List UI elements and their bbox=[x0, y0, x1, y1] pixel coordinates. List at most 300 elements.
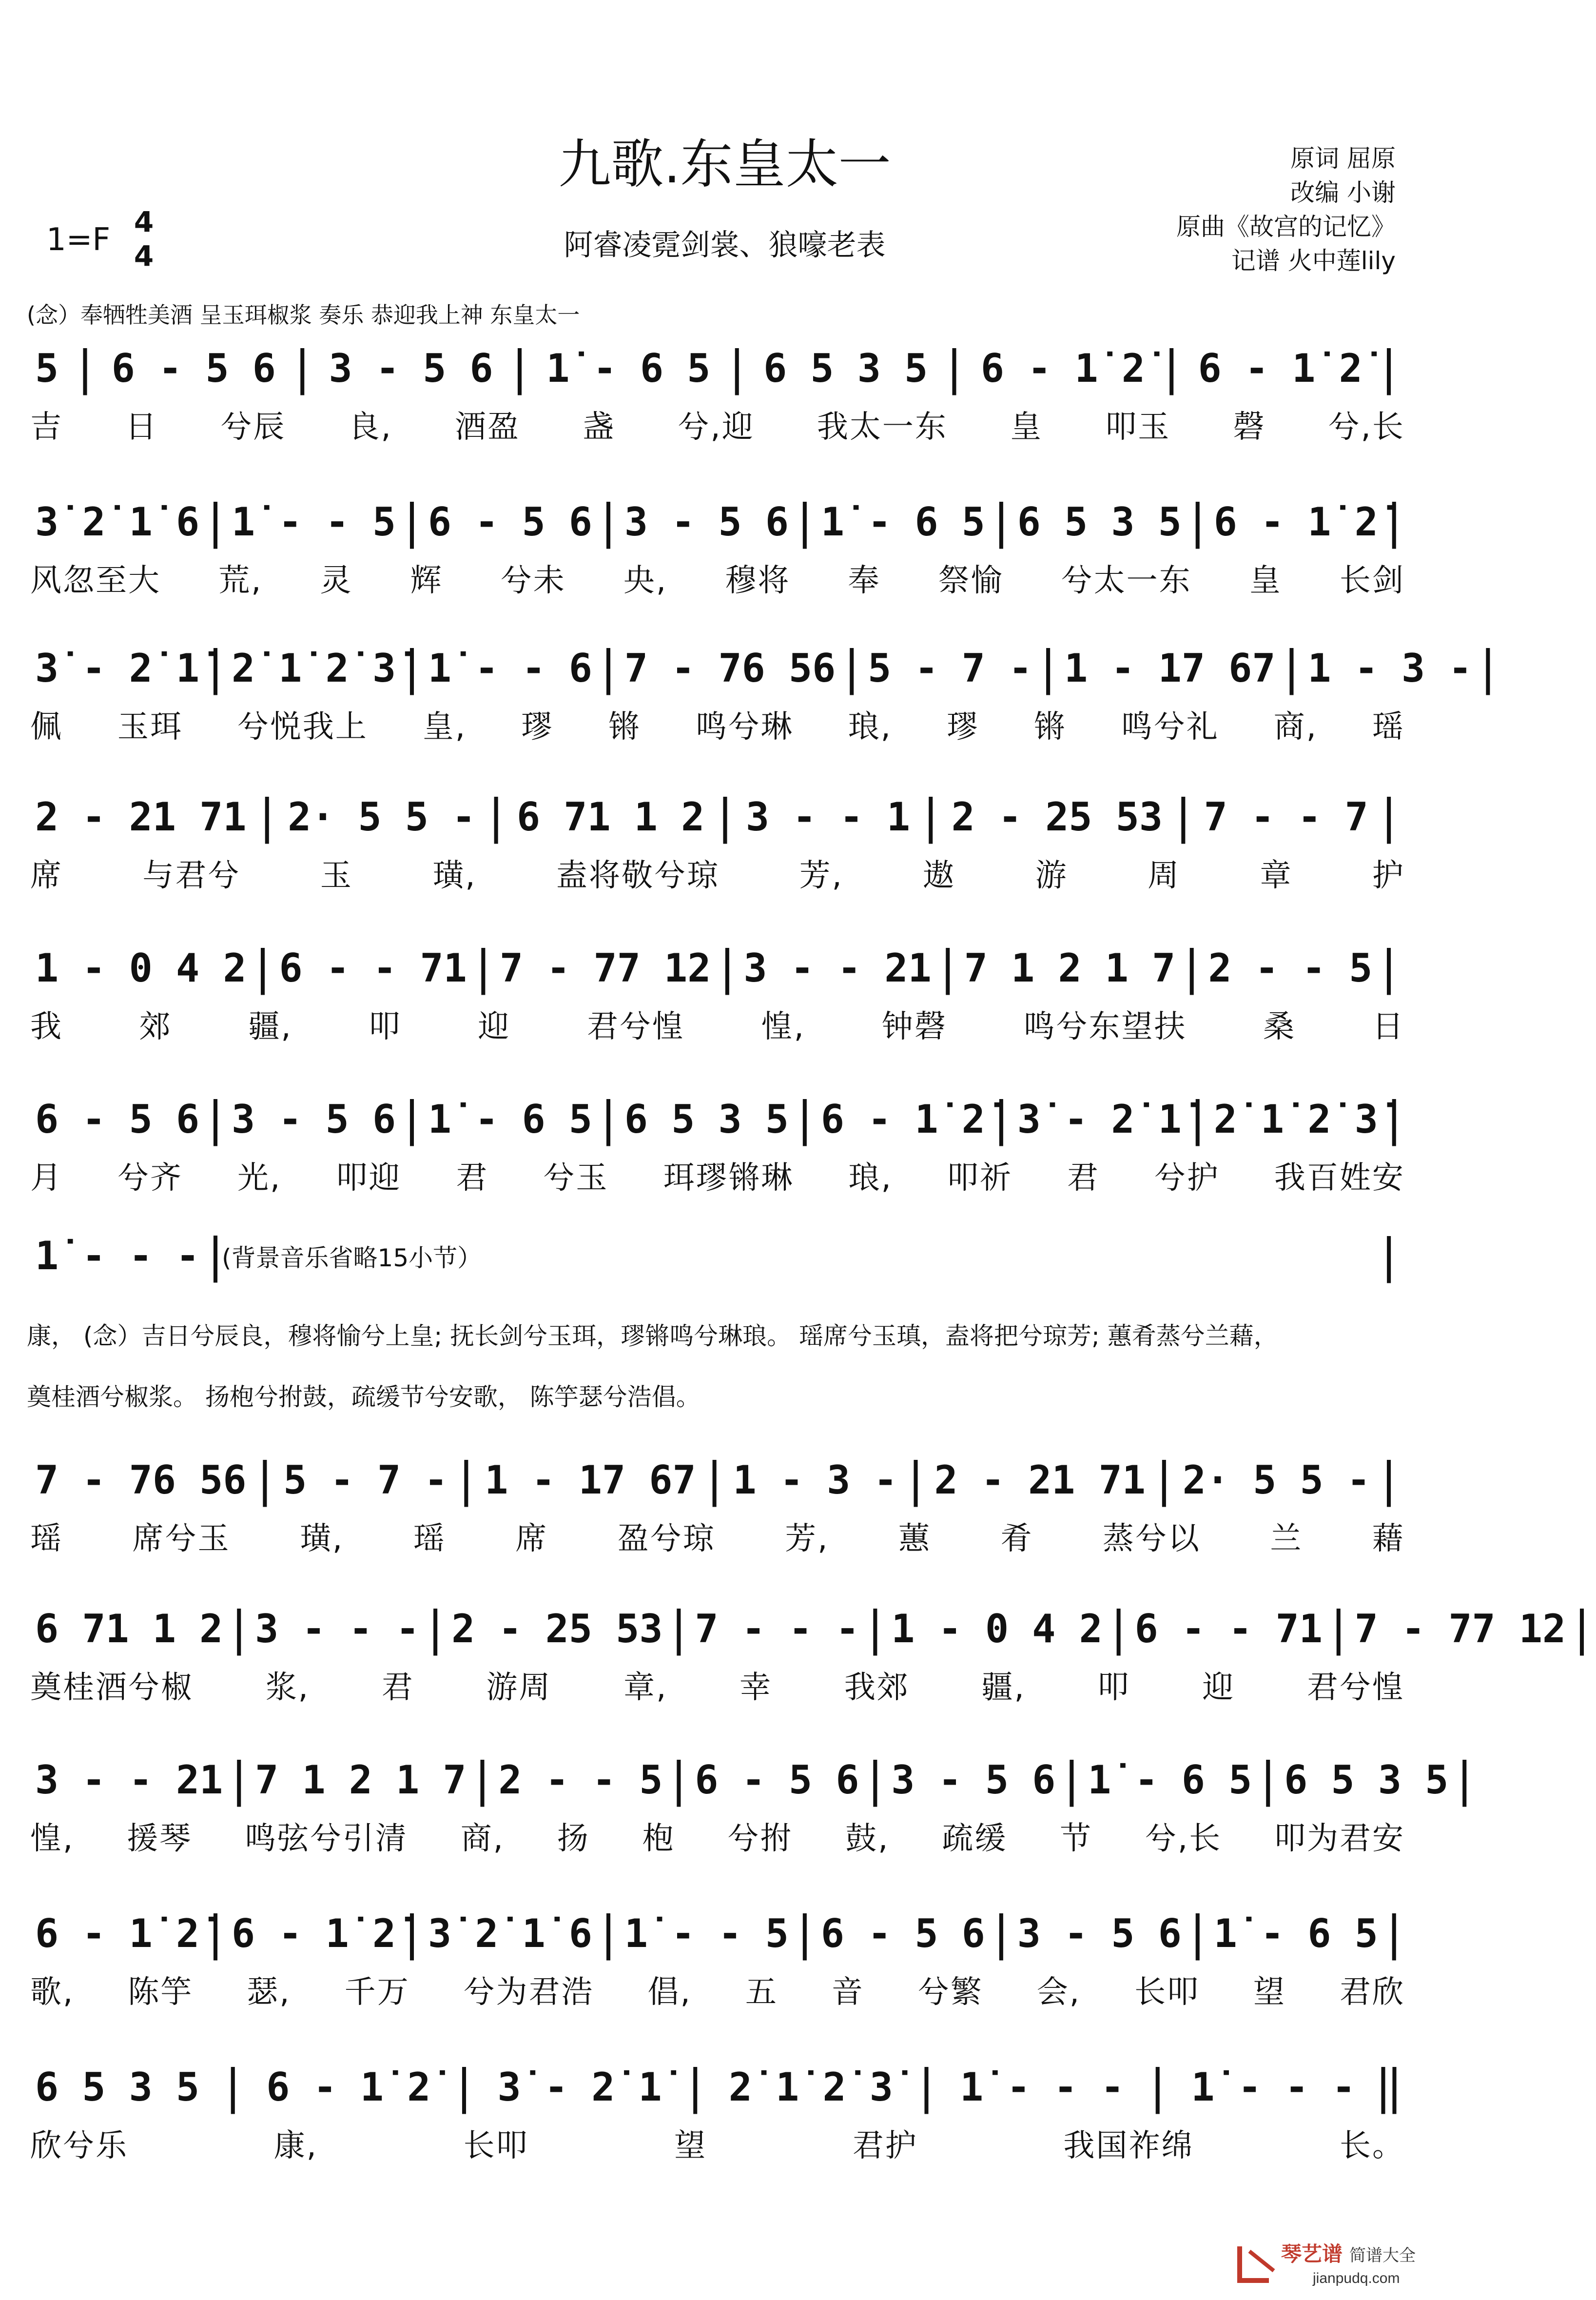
measure: 1 - 0 4 2 bbox=[35, 945, 247, 991]
barline: | bbox=[700, 1453, 729, 1507]
lyric-word: 鼓, bbox=[845, 1821, 890, 1857]
measure: 3̇ 2̇ 1̇ 6 bbox=[35, 499, 200, 545]
lyric-word: 辉 bbox=[410, 563, 443, 599]
barline: | bbox=[1104, 1601, 1133, 1656]
lyric-row bbox=[30, 851, 1405, 895]
barline: | bbox=[837, 641, 866, 695]
lyric-word: 叩 bbox=[1097, 1670, 1130, 1706]
lyric-word: 玉 bbox=[320, 858, 353, 894]
notation-row bbox=[33, 790, 1403, 844]
lyric-word: 鸣弦兮引清 bbox=[244, 1821, 408, 1857]
logo-url: jianpudq.com bbox=[1313, 2270, 1400, 2286]
lyric-row bbox=[30, 702, 1405, 746]
lyric-word: 欣兮乐 bbox=[30, 2128, 128, 2164]
lyric-word: 浆, bbox=[265, 1670, 310, 1706]
lyric-word: 鸣兮礼 bbox=[1121, 709, 1219, 745]
lyric-row bbox=[30, 1002, 1405, 1046]
barline: | bbox=[225, 1601, 253, 1656]
lyric-word: 鸣兮琳 bbox=[695, 709, 794, 745]
measure: 3 - 5 6 bbox=[231, 1096, 396, 1142]
notation-row bbox=[33, 1906, 1408, 1961]
logo-mark bbox=[1235, 2237, 1430, 2290]
performers: 阿睿凌霓剑裳、狼嚎老表 bbox=[564, 228, 886, 262]
measure: 3̇ - 2̇ 1̇ bbox=[497, 2064, 662, 2110]
lyric-row bbox=[30, 1663, 1405, 1707]
barline: | bbox=[791, 1092, 819, 1146]
measure: 1̇ - 6 5 bbox=[1088, 1757, 1252, 1803]
lyric-word: 君 bbox=[456, 1160, 489, 1196]
barline: | bbox=[398, 641, 426, 695]
lyric-row bbox=[30, 402, 1405, 446]
lyric-row bbox=[30, 1514, 1405, 1558]
lyric-word: 席 bbox=[30, 858, 63, 894]
lyric-word: 祭愉 bbox=[938, 563, 1004, 599]
lyric-word: 长剑 bbox=[1339, 563, 1405, 599]
barline: | bbox=[861, 1752, 890, 1807]
measure: 1̇ - - - bbox=[35, 1233, 200, 1278]
lyric-word: 蕙 bbox=[898, 1521, 931, 1557]
measure: 7 - 77 12 bbox=[499, 945, 711, 991]
barline: | bbox=[251, 1453, 279, 1507]
credit-music: 原曲《故宫的记忆》 bbox=[1176, 213, 1396, 241]
barline: | bbox=[225, 1752, 253, 1807]
notation-row bbox=[33, 341, 1403, 395]
barline: | bbox=[1380, 494, 1408, 549]
measure: 6 - 5 6 bbox=[35, 1096, 200, 1142]
lyric-word: 藉 bbox=[1372, 1521, 1405, 1557]
barline: | bbox=[1169, 789, 1198, 844]
measure: 6 71 1 2 bbox=[35, 1606, 223, 1651]
barline: | bbox=[398, 1906, 426, 1961]
notation-row bbox=[33, 1601, 1596, 1656]
barline: | bbox=[1380, 1906, 1408, 1961]
lyric-word: 奉 bbox=[848, 563, 881, 599]
lyric-word: 商, bbox=[1273, 709, 1318, 745]
barline: | bbox=[201, 1228, 230, 1283]
lyric-word: 盍将敬兮琼 bbox=[556, 858, 720, 894]
lyric-word: 兮辰 bbox=[220, 409, 286, 445]
lyric-word: 灵 bbox=[320, 563, 353, 599]
lyric-word: 援琴 bbox=[127, 1821, 193, 1857]
lyric-word: 君 bbox=[1067, 1160, 1100, 1196]
notation-row bbox=[33, 641, 1502, 695]
lyric-word: 磬 bbox=[1233, 409, 1266, 445]
lyric-word: 桑 bbox=[1263, 1009, 1296, 1045]
lyric-word: 皇 bbox=[1010, 409, 1043, 445]
barline: | bbox=[201, 1906, 230, 1961]
measure: 3 - 5 6 bbox=[624, 499, 789, 545]
measure: 1̇ - - 5 bbox=[624, 1910, 789, 1956]
lyric-word: 疏缓 bbox=[942, 1821, 1008, 1857]
spoken-passage-line-2: 奠桂酒兮椒浆。 扬枹兮拊鼓，疏缓节兮安歌， 陈竽瑟兮浩倡。 bbox=[27, 1383, 701, 1411]
lyric-word: 康, bbox=[273, 2128, 318, 2164]
lyric-word: 游 bbox=[1035, 858, 1068, 894]
lyric-word: 肴 bbox=[1000, 1521, 1033, 1557]
lyric-word: 瑟, bbox=[247, 1974, 291, 2010]
measure: 6 - 5 6 bbox=[428, 499, 593, 545]
lyric-row bbox=[30, 556, 1405, 600]
barline: | bbox=[1380, 1092, 1408, 1146]
lyric-word: 芳, bbox=[785, 1521, 829, 1557]
measure: 5 - 7 - bbox=[283, 1457, 448, 1503]
lyric-word: 芳, bbox=[799, 858, 843, 894]
barline: | bbox=[253, 789, 281, 844]
barline: | bbox=[469, 941, 498, 995]
lyric-word: 琅, bbox=[848, 709, 893, 745]
lyric-word: 郊 bbox=[139, 1009, 172, 1045]
lyric-word: 兮,长 bbox=[1328, 409, 1405, 445]
barline: | bbox=[664, 1601, 693, 1656]
lyric-word: 倡, bbox=[647, 1974, 692, 2010]
barline: ‖ bbox=[1375, 2060, 1403, 2114]
lyric-word: 长叩 bbox=[463, 2128, 529, 2164]
measure: 6 5 3 5 bbox=[1284, 1757, 1449, 1803]
spoken-passage-line-1: 康， (念）吉日兮辰良，穆将愉兮上皇; 抚长剑兮玉珥，璆锵鸣兮琳琅。 瑶席兮玉瑱，盍将把兮琼芳; 蕙肴蒸兮兰藉， bbox=[27, 1322, 1278, 1350]
barline: | bbox=[1375, 341, 1403, 395]
measure: 1̇ - - 6 bbox=[428, 645, 593, 691]
measure: 6 - 1̇ 2̇ bbox=[266, 2064, 431, 2110]
lyric-word: 音 bbox=[831, 1974, 864, 2010]
lyric-word: 穆将 bbox=[725, 563, 791, 599]
lyric-word: 周 bbox=[1148, 858, 1181, 894]
lyric-word: 锵 bbox=[608, 709, 641, 745]
measure: 6 5 3 5 bbox=[763, 345, 928, 391]
barline: | bbox=[1183, 494, 1212, 549]
measure: 2 - - 5 bbox=[1208, 945, 1373, 991]
lyric-word: 皇, bbox=[422, 709, 467, 745]
barline: | bbox=[594, 1906, 623, 1961]
lyric-word: 盈兮琼 bbox=[617, 1521, 716, 1557]
measure: 6 - 1̇ 2̇ bbox=[231, 1910, 396, 1956]
barline: | bbox=[791, 494, 819, 549]
logo-name: 琴艺谱 bbox=[1281, 2242, 1343, 2265]
lyric-word: 锵 bbox=[1033, 709, 1067, 745]
barline: | bbox=[201, 494, 230, 549]
lyric-word: 护 bbox=[1372, 858, 1405, 894]
lyric-row bbox=[30, 1814, 1405, 1858]
barline: | bbox=[791, 1906, 819, 1961]
measure: 2̇ 1̇ 2̇ 3̇ bbox=[231, 645, 396, 691]
lyric-word: 叩祈 bbox=[947, 1160, 1012, 1196]
lyric-word: 君兮惶 bbox=[1306, 1670, 1405, 1706]
lyric-word: 席兮玉 bbox=[132, 1521, 231, 1557]
measure: 6 71 1 2 bbox=[516, 794, 705, 840]
credit-lyrics: 原词 屈原 bbox=[1290, 144, 1396, 173]
measure: 1̇ - - 5 bbox=[231, 499, 396, 545]
lyric-word: 五 bbox=[745, 1974, 778, 2010]
barline: | bbox=[594, 494, 623, 549]
lyric-word: 兮悦我上 bbox=[237, 709, 368, 745]
barline: | bbox=[288, 341, 317, 395]
barline: | bbox=[249, 941, 277, 995]
lyric-word: 兮为君浩 bbox=[463, 1974, 594, 2010]
lyric-word: 望 bbox=[674, 2128, 707, 2164]
lyric-word: 瑶 bbox=[1372, 709, 1405, 745]
lyric-word: 兮护 bbox=[1154, 1160, 1220, 1196]
barline: | bbox=[1143, 2060, 1172, 2114]
barline: | bbox=[901, 1453, 930, 1507]
lyric-word: 我 bbox=[30, 1009, 63, 1045]
lyric-word: 兮太一东 bbox=[1061, 563, 1192, 599]
barline: | bbox=[482, 789, 510, 844]
barline: | bbox=[506, 341, 534, 395]
measure: 7 - - 7 bbox=[1204, 794, 1368, 840]
measure: 1̇ - - - bbox=[960, 2064, 1125, 2110]
barline: | bbox=[1157, 341, 1186, 395]
barline: | bbox=[1277, 641, 1306, 695]
lyric-word: 陈竽 bbox=[128, 1974, 194, 2010]
barline: | bbox=[1254, 1752, 1283, 1807]
barline: | bbox=[912, 2060, 941, 2114]
barline: | bbox=[594, 641, 623, 695]
measure: 1 - 3 - bbox=[1307, 645, 1472, 691]
barline: | bbox=[861, 1601, 890, 1656]
measure: 2· 5 5 - bbox=[288, 794, 476, 840]
barline: | bbox=[1149, 1453, 1178, 1507]
lyric-word: 瑶 bbox=[413, 1521, 446, 1557]
barline: | bbox=[1474, 641, 1502, 695]
lyric-row bbox=[30, 2121, 1405, 2165]
lyric-word: 吉 bbox=[30, 409, 63, 445]
credit-notation: 记谱 火中莲lily bbox=[1231, 247, 1396, 275]
key-signature: 1=F bbox=[46, 222, 111, 258]
lyric-word: 与君兮 bbox=[142, 858, 241, 894]
lyric-word: 酒盈 bbox=[455, 409, 521, 445]
barline: | bbox=[1034, 641, 1063, 695]
measure: 6 5 3 5 bbox=[1017, 499, 1182, 545]
measure: 3 - 5 6 bbox=[891, 1757, 1056, 1803]
lyric-word: 章, bbox=[623, 1670, 668, 1706]
measure: 6 - - 71 bbox=[279, 945, 467, 991]
lyric-word: 鸣兮东望扶 bbox=[1023, 1009, 1187, 1045]
barline: | bbox=[1568, 1601, 1596, 1656]
lyric-word: 玉珥 bbox=[117, 709, 183, 745]
lyric-word: 璜, bbox=[432, 858, 477, 894]
credit-adapt: 改编 小谢 bbox=[1290, 178, 1396, 207]
lyric-word: 商, bbox=[460, 1821, 505, 1857]
lyric-word: 风忽至大 bbox=[30, 563, 161, 599]
measure: 1 - 17 67 bbox=[1064, 645, 1276, 691]
page-title: 九歌.东皇太一 bbox=[558, 134, 891, 195]
barline: | bbox=[421, 1601, 450, 1656]
time-signature-top: 4 bbox=[134, 205, 154, 238]
measure: 3̇ 2̇ 1̇ 6 bbox=[428, 1910, 593, 1956]
notation-row bbox=[33, 1752, 1479, 1807]
time-signature-bottom: 4 bbox=[134, 239, 154, 273]
barline: | bbox=[722, 341, 751, 395]
barline: | bbox=[916, 789, 945, 844]
measure: 7 - 76 56 bbox=[624, 645, 836, 691]
barline: | bbox=[468, 1752, 497, 1807]
lyric-word: 皇 bbox=[1249, 563, 1282, 599]
barline: | bbox=[1177, 941, 1206, 995]
lyric-word: 千万 bbox=[344, 1974, 410, 2010]
lyric-word: 游周 bbox=[486, 1670, 552, 1706]
barline: | bbox=[398, 494, 426, 549]
lyric-word: 我国祚绵 bbox=[1063, 2128, 1194, 2164]
lyric-word: 会, bbox=[1036, 1974, 1081, 2010]
barline: | bbox=[1375, 1453, 1403, 1507]
measure: 2· 5 5 - bbox=[1182, 1457, 1371, 1503]
site-logo bbox=[1235, 2237, 1430, 2290]
lyric-word: 兰 bbox=[1270, 1521, 1303, 1557]
lyric-word: 兮繁 bbox=[917, 1974, 983, 2010]
lyric-word: 迎 bbox=[478, 1009, 511, 1045]
barline: | bbox=[398, 1092, 426, 1146]
measure: 2̇ 1̇ 2̇ 3̇ bbox=[1213, 1096, 1378, 1142]
lyric-word: 我太一东 bbox=[817, 409, 948, 445]
measure: 6 5 3 5 bbox=[624, 1096, 789, 1142]
measure: 7 - 76 56 bbox=[35, 1457, 247, 1503]
measure: 1̇ - 6 5 bbox=[820, 499, 985, 545]
barline: | bbox=[664, 1752, 693, 1807]
measure: 5 bbox=[35, 345, 59, 391]
measure: 6 - 1̇ 2̇ bbox=[980, 345, 1145, 391]
lyric-word: 兮未 bbox=[500, 563, 566, 599]
lyric-word: 君 bbox=[381, 1670, 414, 1706]
lyric-word: 枹 bbox=[642, 1821, 675, 1857]
lyric-word: 遨 bbox=[923, 858, 956, 894]
notation-row bbox=[33, 494, 1408, 549]
logo-sub: 简谱大全 bbox=[1349, 2246, 1416, 2265]
barline: | bbox=[1057, 1752, 1086, 1807]
credits bbox=[1176, 141, 1396, 278]
barline: | bbox=[71, 341, 99, 395]
measure: 6 - 5 6 bbox=[820, 1910, 985, 1956]
lyric-word: 疆, bbox=[248, 1009, 292, 1045]
lyric-word: 长。 bbox=[1340, 2128, 1405, 2164]
measure: 6 5 3 5 bbox=[35, 2064, 200, 2110]
barline: | bbox=[201, 641, 230, 695]
measure: 3 - 5 6 bbox=[1017, 1910, 1182, 1956]
barline: | bbox=[940, 341, 969, 395]
lyric-word: 惶, bbox=[30, 1821, 75, 1857]
lyric-word: 长叩 bbox=[1134, 1974, 1200, 2010]
lyric-word: 叩为君安 bbox=[1274, 1821, 1405, 1857]
measure: 3 - - 21 bbox=[35, 1757, 223, 1803]
barline: | bbox=[987, 1906, 1015, 1961]
notation-row bbox=[33, 1092, 1408, 1146]
barline: | bbox=[1324, 1601, 1353, 1656]
measure: 6 - 5 6 bbox=[695, 1757, 859, 1803]
barline: | bbox=[450, 2060, 478, 2114]
lyric-word: 望 bbox=[1253, 1974, 1286, 2010]
lyric-word: 盏 bbox=[583, 409, 616, 445]
measure: 7 - - - bbox=[695, 1606, 859, 1651]
notation-row bbox=[33, 2060, 1403, 2114]
notation-row bbox=[33, 1228, 230, 1283]
measure: 3̇ - 2̇ 1̇ bbox=[35, 645, 200, 691]
lyric-word: 央, bbox=[623, 563, 668, 599]
measure: 6 - 1̇ 2̇ bbox=[35, 1910, 200, 1956]
lyric-word: 君兮惶 bbox=[586, 1009, 685, 1045]
barline: | bbox=[1183, 1092, 1212, 1146]
lyric-word: 良, bbox=[348, 409, 392, 445]
measure: 1̇ - 6 5 bbox=[546, 345, 711, 391]
lyric-word: 扬 bbox=[557, 1821, 590, 1857]
measure: 3 - 5 6 bbox=[329, 345, 493, 391]
lyric-word: 君欣 bbox=[1340, 1974, 1405, 2010]
lyric-word: 奠桂酒兮椒 bbox=[30, 1670, 194, 1706]
measure: 2 - 21 71 bbox=[35, 794, 247, 840]
lyric-word: 叩 bbox=[369, 1009, 402, 1045]
lyric-word: 瑶 bbox=[30, 1521, 63, 1557]
lyric-word: 迎 bbox=[1202, 1670, 1235, 1706]
lyric-word: 璆 bbox=[521, 709, 554, 745]
barline: | bbox=[1375, 789, 1403, 844]
lyric-word: 日 bbox=[125, 409, 158, 445]
measure: 2 - 25 53 bbox=[451, 1606, 663, 1651]
barline: | bbox=[987, 1092, 1015, 1146]
lyric-word: 兮齐 bbox=[117, 1160, 183, 1196]
measure: 1̇ - 6 5 bbox=[1213, 1910, 1378, 1956]
lyric-word: 兮,迎 bbox=[678, 409, 755, 445]
time-signature bbox=[132, 205, 156, 273]
background-music-note: (背景音乐省略15小节） bbox=[222, 1244, 482, 1272]
measure: 6 - 5 6 bbox=[111, 345, 276, 391]
measure: 7 1 2 1 7 bbox=[964, 945, 1176, 991]
lyric-word: 兮拊 bbox=[727, 1821, 793, 1857]
barline: | bbox=[681, 2060, 710, 2114]
lyric-word: 日 bbox=[1372, 1009, 1405, 1045]
closing-barline: | bbox=[1375, 1229, 1403, 1283]
lyric-word: 钟磬 bbox=[881, 1009, 947, 1045]
barline: | bbox=[201, 1092, 230, 1146]
measure: 3 - - 1 bbox=[745, 794, 910, 840]
lyric-word: 我百姓安 bbox=[1274, 1160, 1405, 1196]
lyric-row bbox=[30, 1967, 1405, 2011]
barline: | bbox=[713, 941, 741, 995]
lyric-word: 君护 bbox=[852, 2128, 918, 2164]
measure: 1̇ - 6 5 bbox=[428, 1096, 593, 1142]
measure: 1̇ - - - bbox=[1191, 2064, 1356, 2110]
notation-row bbox=[33, 941, 1403, 995]
lyric-word: 幸 bbox=[740, 1670, 773, 1706]
measure: 7 - 77 12 bbox=[1354, 1606, 1566, 1651]
lyric-word: 蒸兮以 bbox=[1102, 1521, 1201, 1557]
lyric-word: 叩玉 bbox=[1105, 409, 1171, 445]
barline: | bbox=[711, 789, 740, 844]
measure: 1 - 17 67 bbox=[485, 1457, 696, 1503]
lyric-word: 惶, bbox=[761, 1009, 805, 1045]
lyric-word: 我郊 bbox=[844, 1670, 910, 1706]
lyric-word: 光, bbox=[237, 1160, 282, 1196]
lyric-word: 疆, bbox=[981, 1670, 1026, 1706]
lyric-row bbox=[30, 1153, 1405, 1197]
measure: 2̇ 1̇ 2̇ 3̇ bbox=[728, 2064, 893, 2110]
notation-row bbox=[33, 1453, 1403, 1507]
lyric-word: 荒, bbox=[218, 563, 263, 599]
measure: 6 - 1̇ 2̇ bbox=[1198, 345, 1362, 391]
lyric-word: 兮玉 bbox=[543, 1160, 609, 1196]
lyric-word: 珥璆锵琳 bbox=[663, 1160, 794, 1196]
measure: 2 - 25 53 bbox=[951, 794, 1163, 840]
measure: 1 - 0 4 2 bbox=[891, 1606, 1103, 1651]
measure: 2 - 21 71 bbox=[934, 1457, 1146, 1503]
measure: 2 - - 5 bbox=[498, 1757, 663, 1803]
lyric-word: 席 bbox=[515, 1521, 548, 1557]
barline: | bbox=[594, 1092, 623, 1146]
lyric-word: 琅, bbox=[848, 1160, 893, 1196]
barline: | bbox=[1450, 1752, 1479, 1807]
lyric-word: 叩迎 bbox=[336, 1160, 402, 1196]
lyric-word: 歌, bbox=[30, 1974, 75, 2010]
measure: 6 - - 71 bbox=[1134, 1606, 1323, 1651]
measure: 3 - - 21 bbox=[743, 945, 932, 991]
barline: | bbox=[1375, 941, 1403, 995]
measure: 5 - 7 - bbox=[868, 645, 1032, 691]
barline: | bbox=[218, 2060, 247, 2114]
